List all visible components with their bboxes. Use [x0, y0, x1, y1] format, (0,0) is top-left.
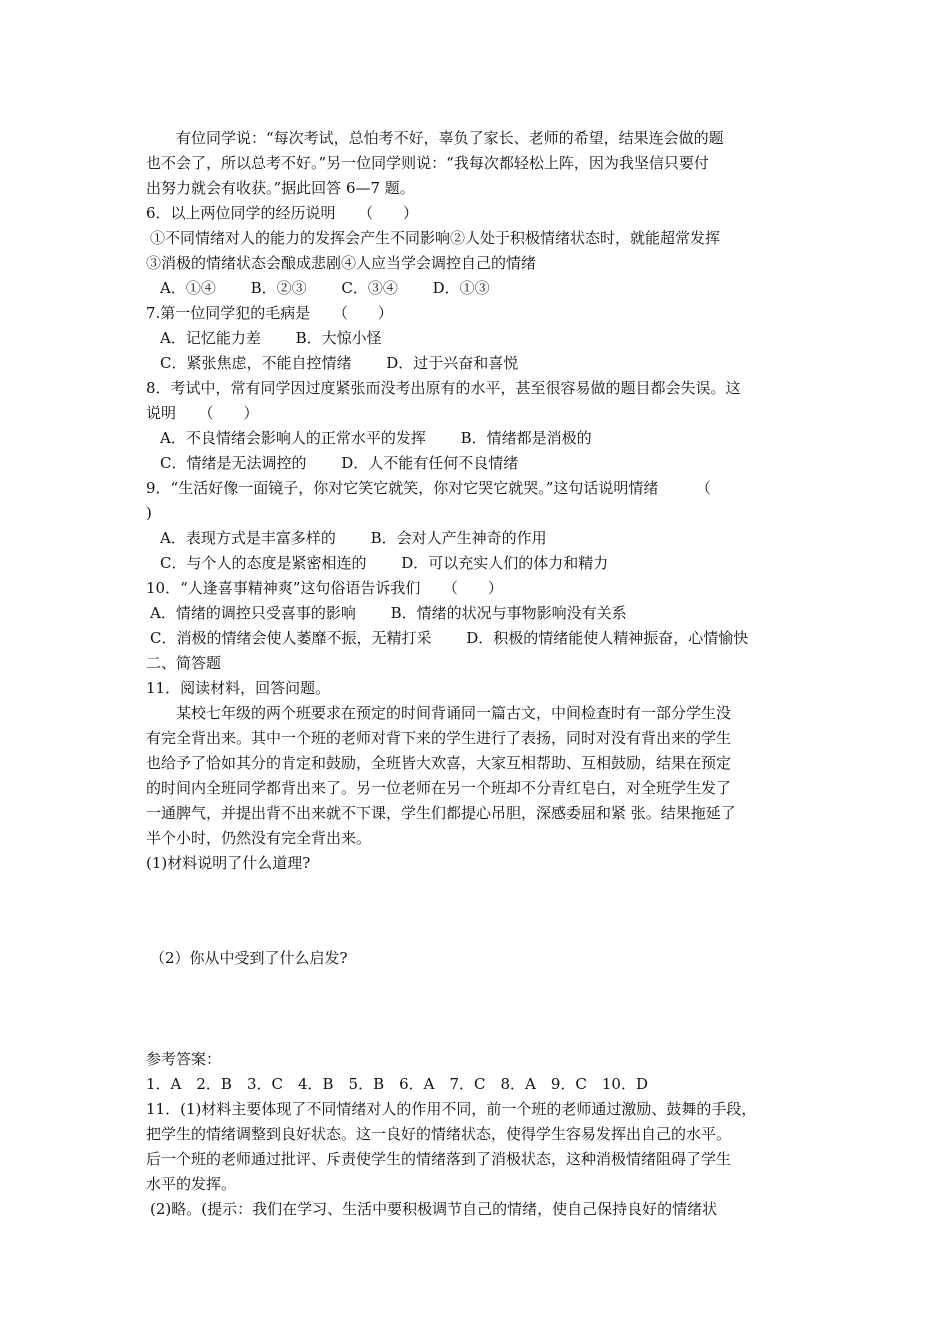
intro-line-2: 也不会了，所以总考不好。”另一位同学则说：“我每次都轻松上阵，因为我坚信只要付 — [146, 154, 709, 172]
q11-material-4: 的时间内全班同学都背出来了。另一位老师在另一个班却不分青红皂白，对全班学生发了 — [146, 779, 732, 797]
answer-11-1-line-2: 把学生的情绪调整到良好状态。这一良好的情绪状态，使得学生容易发挥出自己的水平。 — [146, 1125, 732, 1143]
q10-stem: 10．“人逢喜事精神爽”这句俗语告诉我们 （ ） — [146, 579, 503, 597]
q9-stem-2: ) — [146, 504, 152, 522]
answers-choices: 1．A 2．B 3．C 4．B 5．B 6．A 7．C 8．A 9．C 10．D — [146, 1075, 649, 1093]
section-heading: 二、简答题 — [146, 654, 222, 672]
q7-options-1: A．记忆能力差 B．大惊小怪 — [160, 329, 382, 347]
q8-stem-1: 8．考试中，常有同学因过度紧张而没考出原有的水平，甚至很容易做的题目都会失误。这 — [146, 379, 741, 397]
q11-material-3: 也给予了恰如其分的肯定和鼓励，全班皆大欢喜，大家互相帮助、互相鼓励，结果在预定 — [146, 754, 732, 772]
q8-stem-2: 说明 （ ） — [146, 404, 259, 422]
q11-material-6: 半个小时，仍然没有完全背出来。 — [146, 829, 372, 847]
q8-options-2: C．情绪是无法调控的 D．人不能有任何不良情绪 — [160, 454, 519, 472]
q11-material-1: 某校七年级的两个班要求在预定的时间背诵同一篇古文，中间检查时有一部分学生没 — [176, 704, 732, 722]
q11-material-2: 有完全背出来。其中一个班的老师对背下来的学生进行了表扬，同时对没有背出来的学生 — [146, 729, 732, 747]
answer-11-1-line-3: 后一个班的老师通过批评、斥责使学生的情绪落到了消极状态，这种消极情绪阻碍了学生 — [146, 1150, 732, 1168]
q9-stem-1: 9．“生活好像一面镜子，你对它笑它就笑，你对它哭它就哭。”这句话说明情绪 （ — [146, 479, 711, 497]
answer-11-1-line-1: 11．(1)材料主要体现了不同情绪对人的作用不同，前一个班的老师通过激励、鼓舞的手段， — [146, 1100, 757, 1118]
q11-material-5: 一通脾气，并提出背不出来就不下课，学生们都提心吊胆，深感委屈和紧 张。结果拖延了 — [146, 804, 736, 822]
q11-sub-question-1: (1)材料说明了什么道理? — [146, 854, 311, 872]
q9-options-1: A．表现方式是丰富多样的 B．会对人产生神奇的作用 — [160, 529, 547, 547]
q11-sub-question-2: （2）你从中受到了什么启发? — [150, 949, 348, 967]
q6-statement-2: ③消极的情绪状态会酿成悲剧④人应当学会调控自己的情绪 — [146, 254, 537, 272]
q7-options-2: C．紧张焦虑，不能自控情绪 D．过于兴奋和喜悦 — [160, 354, 519, 372]
answer-11-2: (2)略。(提示：我们在学习、生活中要积极调节自己的情绪，使自己保持良好的情绪状 — [150, 1200, 718, 1218]
q7-stem: 7.第一位同学犯的毛病是 （ ） — [146, 304, 393, 322]
q6-stem: 6．以上两位同学的经历说明 （ ） — [146, 204, 419, 222]
q10-options-1: A．情绪的调控只受喜事的影响 B．情绪的状况与事物影响没有关系 — [150, 604, 627, 622]
q8-options-1: A．不良情绪会影响人的正常水平的发挥 B．情绪都是消极的 — [160, 429, 592, 447]
answers-heading: 参考答案： — [146, 1050, 222, 1068]
q6-statement-1: ①不同情绪对人的能力的发挥会产生不同影响②人处于积极情绪状态时，就能超常发挥 — [150, 229, 721, 247]
q11-stem: 11．阅读材料，回答问题。 — [146, 679, 331, 697]
q9-options-2: C．与个人的态度是紧密相连的 D．可以充实人们的体力和精力 — [160, 554, 609, 572]
intro-line-3: 出努力就会有收获。”据此回答 6—7 题。 — [146, 179, 415, 197]
intro-line-1: 有位同学说：“每次考试，总怕考不好，辜负了家长、老师的希望，结果连会做的题 — [176, 129, 724, 147]
answer-11-1-line-4: 水平的发挥。 — [146, 1175, 237, 1193]
q6-options: A．①④ B．②③ C．③④ D．①③ — [160, 279, 490, 297]
q10-options-2: C．消极的情绪会使人萎靡不振，无精打采 D．积极的情绪能使人精神振奋，心情愉快 — [150, 629, 749, 647]
